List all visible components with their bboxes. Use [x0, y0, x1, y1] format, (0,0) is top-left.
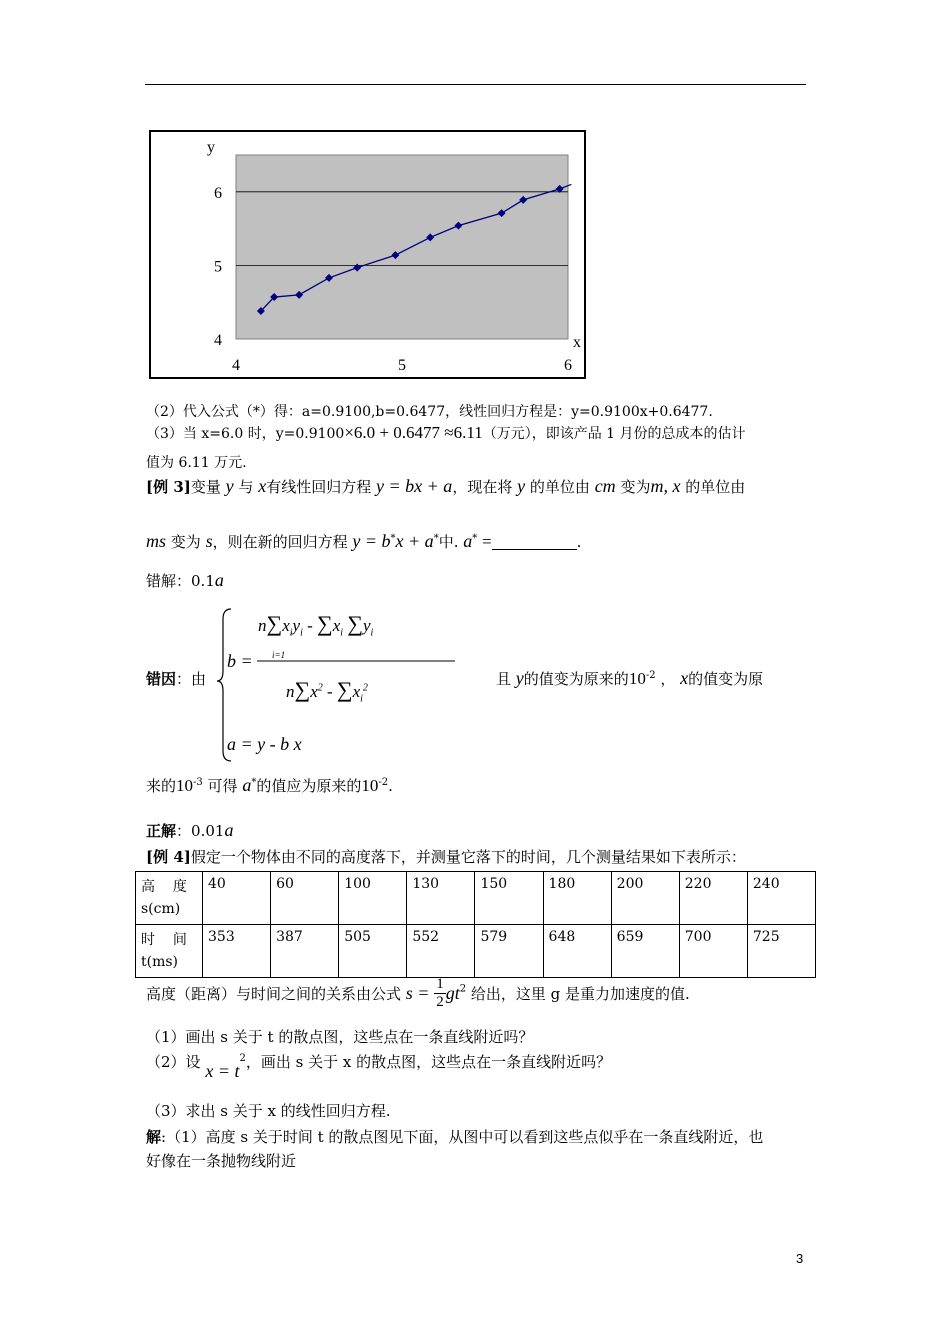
power-exp: -2: [378, 777, 389, 788]
table-row-time: [136, 925, 816, 978]
q2-equation: x = t: [205, 1061, 240, 1081]
sup-2: 2: [317, 682, 323, 694]
num-n: n: [258, 616, 267, 635]
formula-denominator: [286, 677, 368, 704]
ex3-eq-sign: =: [482, 532, 492, 551]
ex3-var-y: y: [225, 476, 234, 496]
formula-numerator: [258, 611, 373, 638]
right-label: 正解: [146, 822, 177, 840]
table-cell: 387: [271, 925, 339, 978]
sub-i: i: [289, 627, 293, 639]
cause-var-y: y: [515, 668, 524, 688]
star-mark: *: [433, 533, 439, 544]
table-cell: 40: [203, 872, 271, 925]
table-cell: 150: [475, 872, 543, 925]
table-header-time: [136, 925, 203, 978]
num-y: y: [292, 616, 301, 635]
num-y: y: [362, 616, 371, 635]
ex3-text: ，现在将: [452, 478, 513, 496]
cause-line1-right: [496, 668, 763, 689]
sup-2: 2: [239, 1053, 246, 1064]
table-cell: 130: [407, 872, 475, 925]
question-2: [146, 1051, 612, 1081]
q2-text: （2）设: [146, 1053, 201, 1071]
sub-i: i: [300, 627, 303, 639]
y-tick-label: 4: [214, 332, 222, 349]
ex3-equation: y = bx + a: [376, 476, 453, 496]
power-base: 10: [628, 669, 646, 688]
step3-text-c: 值为 6.11 万元.: [146, 455, 247, 471]
sub-i: i: [340, 627, 344, 639]
wrong-var-a: a: [214, 570, 224, 590]
wrong-answer-line: [146, 570, 224, 591]
solution-line1: [146, 1126, 763, 1147]
cause-a-star: a: [242, 775, 252, 795]
header-unit: t(ms): [141, 954, 179, 970]
power-base: 10: [176, 776, 194, 795]
sup-2: 2: [362, 682, 368, 694]
sup-2: 2: [459, 983, 467, 995]
ex3-unit-cm: cm: [594, 476, 616, 496]
cause-text: 的值变为原来的: [523, 670, 629, 688]
example3-label: [例 3]: [146, 478, 191, 496]
page-number: 3: [796, 1251, 804, 1266]
ex3-text: 中.: [438, 533, 459, 551]
example4-text: 假定一个物体由不同的高度落下，并测量它落下的时间，几个测量结果如下表所示：: [190, 848, 746, 866]
example4-label: [例 4]: [146, 848, 191, 866]
y-axis-label: y: [207, 139, 215, 156]
table-cell: 700: [679, 925, 747, 978]
question-1: （1）画出 s 关于 t 的散点图，这些点在一条直线附近吗？: [146, 1028, 534, 1046]
right-colon: ：: [176, 822, 192, 840]
table-cell: 552: [407, 925, 475, 978]
sigma-5: ∑: [336, 677, 353, 702]
table-cell: 60: [271, 872, 339, 925]
ex3-var-y: y: [517, 476, 526, 496]
table-cell: 659: [611, 925, 679, 978]
svg-text:b =: [227, 651, 253, 671]
formula-half: [434, 976, 446, 1011]
header-char: 间: [172, 932, 187, 948]
right-value: 0.01: [191, 822, 225, 840]
cause-label: 错因: [146, 670, 177, 688]
measurement-table: [135, 871, 816, 978]
q2-text: ，画出 s 关于 x 的散点图，这些点在一条直线附近吗？: [245, 1053, 612, 1071]
star-mark: *: [472, 533, 478, 544]
wrong-value: 0.1: [191, 572, 215, 590]
ex3-text: 与: [238, 478, 254, 496]
ex3-new-eq-rest: x + a: [395, 531, 434, 551]
solution-line2: 好像在一条抛物线附近: [146, 1152, 297, 1170]
star-mark: *: [251, 777, 257, 788]
star-mark: *: [390, 533, 396, 544]
cause-text: 且: [496, 670, 512, 688]
den-minus: -: [326, 682, 333, 701]
ex3-a-star: a: [463, 531, 473, 551]
num-minus: -: [307, 616, 313, 635]
sigma-4: ∑: [294, 677, 311, 702]
sigma-1: ∑: [266, 611, 283, 636]
example4-line: [146, 846, 746, 867]
cause-text: 的值变为原: [688, 670, 764, 688]
sys-b: b =: [227, 651, 253, 671]
ex3-unit-ms: ms: [146, 531, 167, 551]
sigma-2: ∑: [317, 611, 333, 636]
sys-a-equation: a = y - b x: [227, 734, 302, 754]
step3-math: ×6.0 + 0.6477 ≈6.11: [344, 423, 483, 442]
num-x: x: [332, 616, 341, 635]
right-var-a: a: [224, 820, 234, 840]
ex3-unit-m-x: m, x: [650, 476, 681, 496]
header-char: 高: [141, 879, 155, 895]
ex3-unit-s: s: [205, 531, 213, 551]
solution-text: :（1）高度 s 关于时间 t 的散点图见下面，从图中可以看到这些点似乎在一条直线附近，也: [161, 1128, 764, 1146]
question-3: （3）求出 s 关于 x 的线性回归方程.: [146, 1102, 391, 1120]
table-cell: 180: [543, 872, 611, 925]
table-cell: 505: [339, 925, 407, 978]
cause-text: 来的: [146, 777, 177, 795]
right-answer-line: [146, 820, 233, 841]
table-cell: 579: [475, 925, 543, 978]
cause-text: ，: [660, 670, 676, 688]
lim: i=1: [272, 650, 286, 660]
plot-area: [236, 155, 568, 339]
example3-line1: [146, 476, 745, 497]
sub-i: i: [370, 627, 374, 639]
formula-text: 给出，这里 g 是重力加速度的值.: [470, 985, 690, 1003]
cause-var-x: x: [680, 668, 689, 688]
wrong-label: 错解：: [146, 572, 192, 590]
x-tick-label: 5: [398, 357, 406, 374]
table-cell: 725: [747, 925, 815, 978]
sigma-3: ∑: [347, 611, 363, 636]
cause-line2: [146, 775, 393, 796]
den-x: x: [352, 682, 361, 701]
table-cell: 353: [203, 925, 271, 978]
step3-text-a: （3）当 x=6.0 时，y=0.9100: [146, 426, 345, 442]
table-header-height: [136, 872, 203, 925]
table-cell: 220: [679, 872, 747, 925]
ex3-var-x: x: [258, 476, 267, 496]
header-unit: s(cm): [141, 901, 181, 917]
ex3-text: 变量: [190, 478, 221, 496]
formula-line: [146, 976, 690, 1016]
den-n: n: [286, 682, 295, 701]
num-x: x: [282, 616, 290, 635]
ex3-new-eq: y = b: [352, 531, 391, 551]
sub-i: i: [360, 693, 363, 705]
y-tick-label: 6: [214, 184, 222, 202]
cause-text: ：由: [176, 670, 207, 688]
cause-text: 的值应为原来的: [256, 777, 362, 795]
formula-gt: gt: [445, 983, 460, 1003]
cause-line1-left: [146, 668, 206, 689]
ex3-text: 变为: [620, 478, 651, 496]
ex3-text: ，则在新的回归方程: [212, 533, 348, 551]
y-tick-label: 5: [214, 258, 222, 276]
ex3-text: 的单位由: [685, 478, 746, 496]
den-x: x: [310, 682, 318, 701]
example3-line2: [146, 531, 581, 552]
table-cell: 648: [543, 925, 611, 978]
ex3-text: 有线性回归方程: [266, 478, 372, 496]
step2-text: （2）代入公式（*）得：a=0.9100,b=0.6477，线性回归方程是：y=0.9100x+0.6477.: [146, 404, 713, 420]
power-exp: -3: [193, 777, 203, 788]
step3-line: [146, 423, 746, 443]
power-exp: -2: [645, 670, 656, 681]
power-base: 10: [361, 776, 379, 795]
table-cell: 100: [339, 872, 407, 925]
num-lower-limits: [272, 650, 285, 660]
answer-blank[interactable]: [492, 537, 577, 550]
formula-text: 高度（距离）与时间之间的关系由公式: [146, 985, 402, 1003]
frac-num: 1: [436, 976, 444, 992]
frac-den: 2: [436, 994, 444, 1010]
solution-label: 解: [146, 1128, 162, 1146]
cause-text: 可得: [207, 777, 238, 795]
step3-text-b: （万元），即该产品 1 月份的总成本的估计: [482, 426, 746, 442]
ex3-text: 变为: [170, 533, 201, 551]
cause-text: .: [388, 777, 393, 795]
table-cell: 240: [747, 872, 815, 925]
table-row-height: [136, 872, 816, 925]
ex3-text: 的单位由: [529, 478, 590, 496]
x-tick-label: 6: [564, 357, 572, 374]
header-char: 时: [141, 932, 155, 948]
x-tick-label: 4: [232, 357, 240, 374]
header-char: 度: [172, 879, 187, 895]
ex3-text: .: [576, 533, 582, 551]
formula-s: s =: [405, 983, 430, 1003]
table-cell: 200: [611, 872, 679, 925]
x-axis-label: x: [573, 334, 581, 351]
regression-chart: [0, 0, 950, 400]
